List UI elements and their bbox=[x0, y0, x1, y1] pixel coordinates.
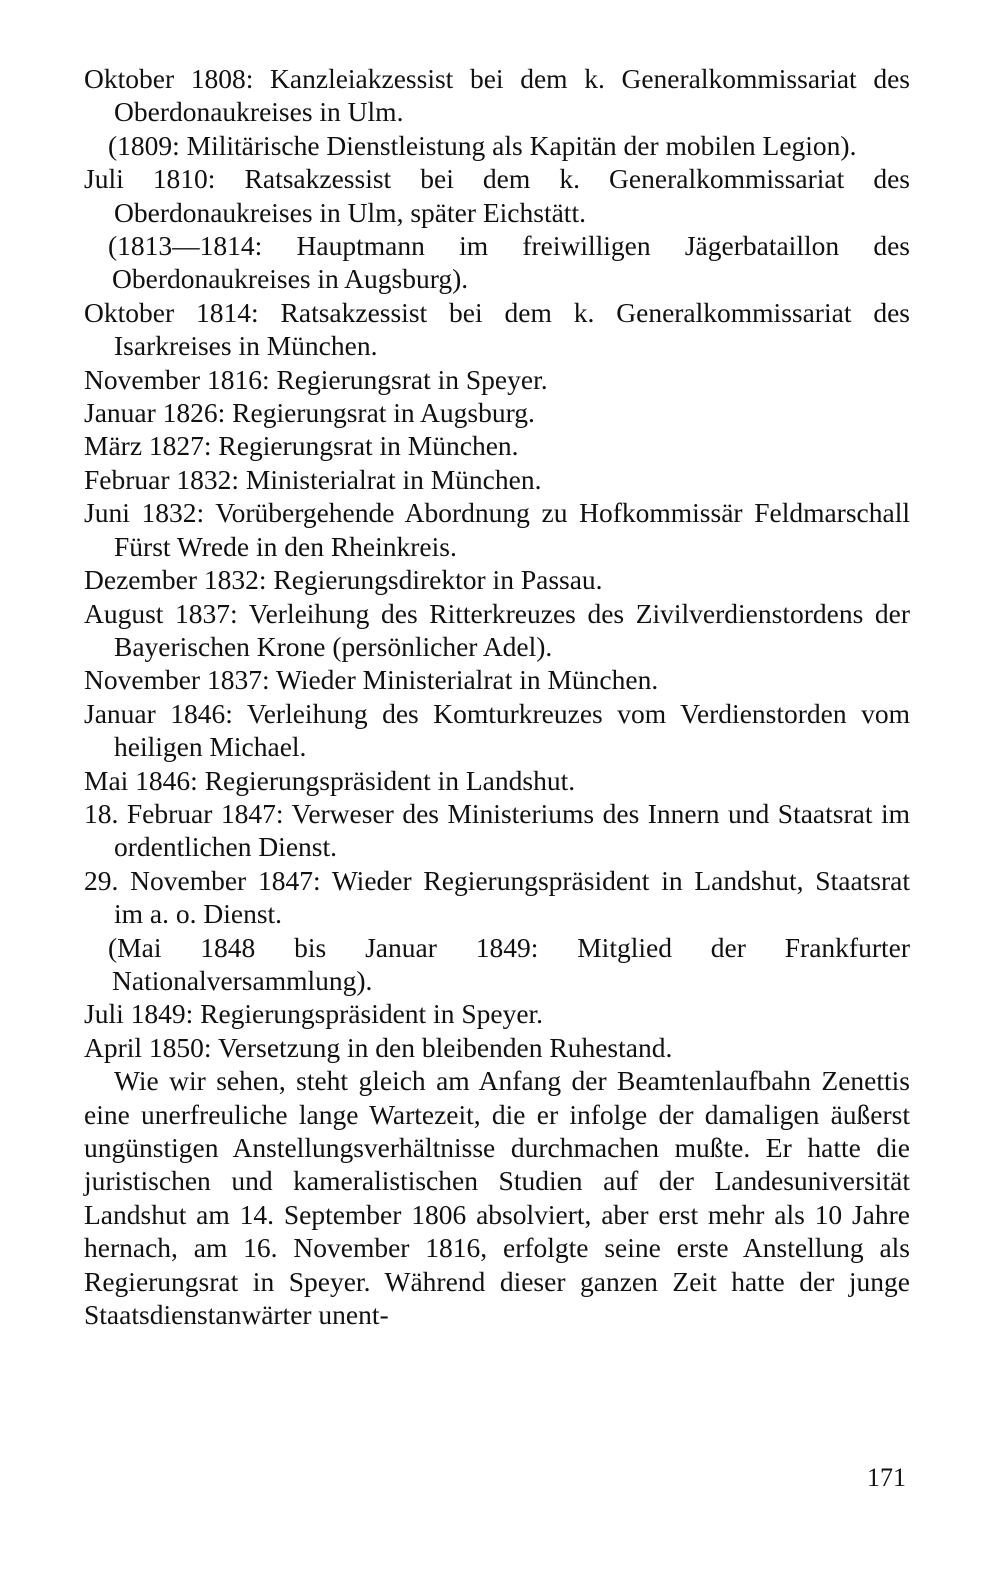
career-entry: Januar 1826: Regierungsrat in Augsburg. bbox=[84, 397, 535, 429]
career-entry: November 1837: Wieder Ministerialrat in München. bbox=[84, 664, 659, 696]
career-entry: 18. Februar 1847: Verweser des Ministeriums des Innern und Staatsrat im ordentlichen Dienst. bbox=[84, 797, 910, 863]
career-entry: August 1837: Verleihung des Ritterkreuzes des Zivilverdienstordens der Bayerischen Krone (persönlicher Adel). bbox=[84, 597, 910, 662]
career-entry: Juni 1832: Vorübergehende Abordnung zu Hofkommissär Feldmarschall Fürst Wrede in den Rheinkreis. bbox=[84, 497, 910, 562]
career-entry: Oktober 1808: Kanzleiakzessist bei dem k. Generalkommissariat des Oberdonaukreises in Ulm. bbox=[84, 63, 910, 128]
career-note: (1813—1814: Hauptmann im freiwilligen Jägerbataillon des Oberdonaukreises in Augsburg). bbox=[108, 230, 910, 295]
career-list bbox=[84, 62, 910, 1064]
page-body bbox=[84, 62, 910, 1331]
career-entry: April 1850: Versetzung in den bleibenden Ruhestand. bbox=[84, 1031, 673, 1063]
career-entry: Oktober 1814: Ratsakzessist bei dem k. Generalkommissariat des Isarkreises in München. bbox=[84, 296, 910, 362]
career-entry: Dezember 1832: Regierungsdirektor in Passau. bbox=[84, 564, 603, 596]
body-paragraph: Wie wir sehen, steht gleich am Anfang der Beamtenlaufbahn Zenettis eine unerfreuliche lange Wartezeit, die er infolge der damaligen äußerst ungünstigen Anstellungsverhältnisse durchmachen mußte. Er hatte die juristischen und kameralistischen Studien auf der Landesuniversität Landshut am 14. September 1806 absolviert, aber erst mehr als 10 Jahre hernach, am 16. November 1816, erfolgte seine erste Anstellung als Regierungsrat in Speyer. Während dieser ganzen Zeit hatte der junge Staatsdienstanwärter unent- bbox=[84, 1065, 910, 1331]
career-entry: Februar 1832: Ministerialrat in München. bbox=[84, 463, 542, 495]
career-entry: 29. November 1847: Wieder Regierungspräsident in Landshut, Staatsrat im a. o. Dienst. bbox=[84, 864, 910, 930]
career-note: (Mai 1848 bis Januar 1849: Mitglied der Frankfurter Nationalversammlung). bbox=[108, 931, 910, 996]
career-note: (1809: Militärische Dienstleistung als Kapitän der mobilen Legion). bbox=[108, 129, 857, 161]
career-entry: März 1827: Regierungsrat in München. bbox=[84, 430, 519, 462]
career-entry: Juli 1810: Ratsakzessist bei dem k. Generalkommissariat des Oberdonaukreises in Ulm, später Eichstätt. bbox=[84, 163, 910, 228]
career-entry: Januar 1846: Verleihung des Komturkreuzes vom Verdienstorden vom heiligen Michael. bbox=[84, 697, 910, 763]
page-number: 171 bbox=[867, 1463, 906, 1492]
career-entry: November 1816: Regierungsrat in Speyer. bbox=[84, 363, 548, 395]
career-entry: Mai 1846: Regierungspräsident in Landshut. bbox=[84, 764, 576, 796]
career-entry: Juli 1849: Regierungspräsident in Speyer. bbox=[84, 998, 544, 1030]
